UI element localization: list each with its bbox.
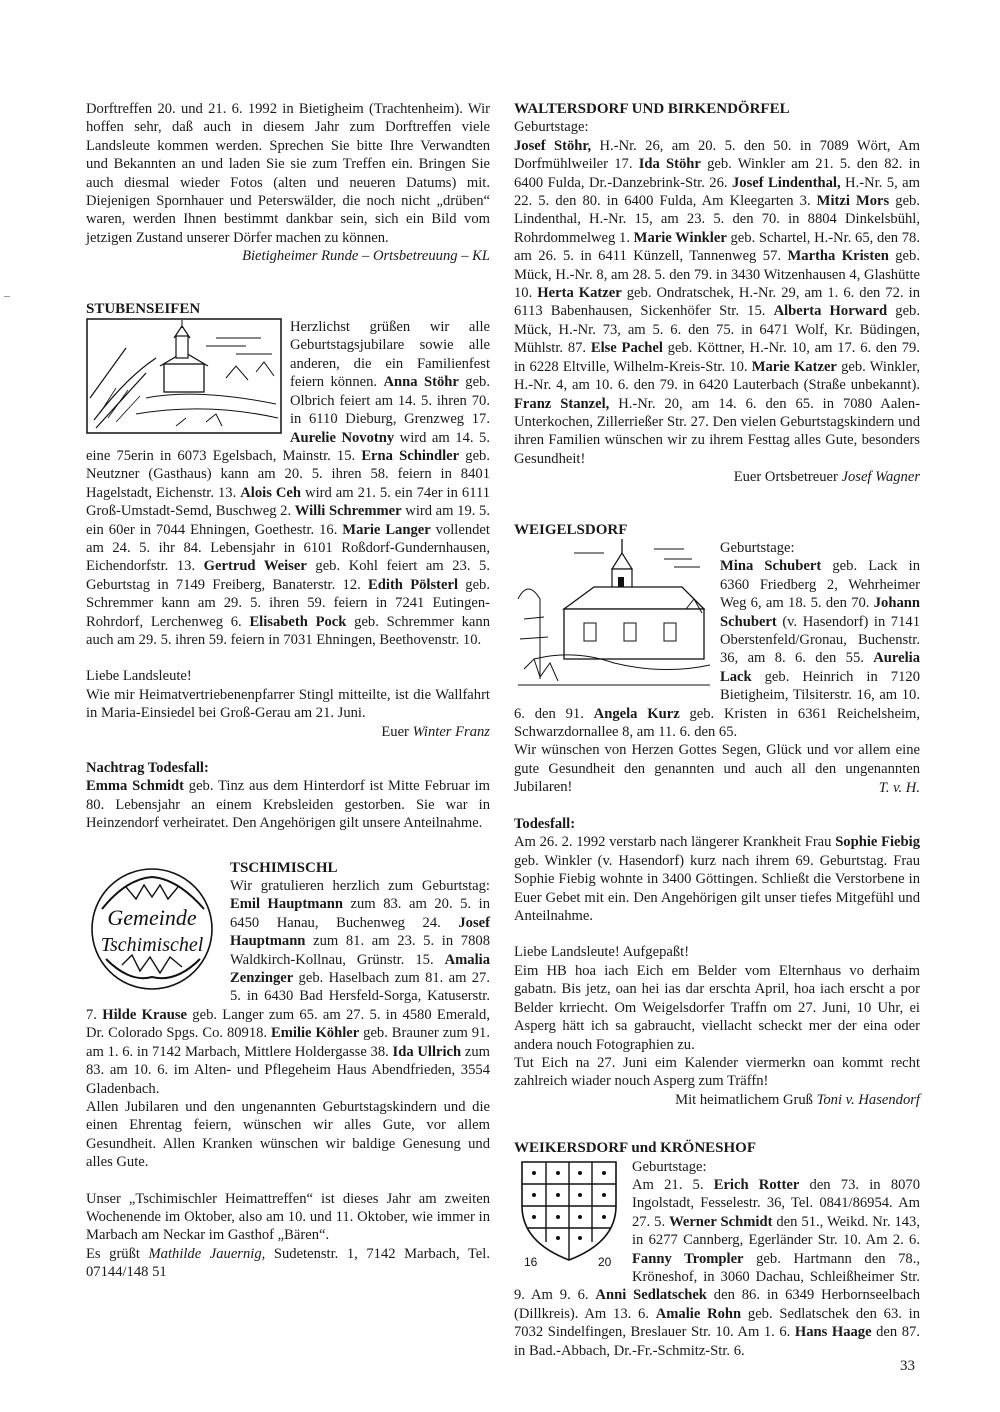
aufgepasst-greeting: Liebe Landsleute! Aufgepaßt! <box>514 944 690 961</box>
wallfahrt-text: Wie mir Heimatvertriebenenpfarrer Stingl mitteilte, ist die Wallfahrt in Maria-Einsiedel bei Groß-Gerau am 21. Juni. <box>86 686 490 722</box>
tschimischl-block: Gemeinde Tschimischel TSCHIMISCHL Wir gratulieren herzlich zum Geburtstag: Emil Hauptmann zum 83. am 20. 5. in 6450 Hanau, Buchenweg 24. Josef Hauptmann zum 81. am 23. 5. in 7808 Waldkirch-Kollnau, Grünstr. 15. Amalia Zenzinger geb. Haselbach zum 81. am 27. 5. in 6430 Bad Hersfeld-Sorga, Katuserstr. 7. Hilde Krause geb. Langer zum 65. am 27. 5. in 4580 Emerald, Dr. Colorado Spgs. Co. 80918. Emilie Köhler geb. Brauner zum 91. am 1. 6. in 7142 Marbach, Mittlere Holdergasse 38. Ida Ullrich zum 83. am 10. 6. im Alten- und Pflegeheim Haus Abendfrieden, 3554 Gladenbach. <box>86 859 491 1097</box>
tschimischl-closing: Es grüßt Mathilde Jauernig, Sudetenstr. 1, 7142 Marbach, Tel. 07144/148 51 <box>86 1245 490 1281</box>
weigelsdorf-block: Geburtstage: Mina Schubert geb. Lack in 6360 Friedberg 2, Wehrheimer Weg 6, am 18. 5. den 70. Johann Schubert (v. Hasendorf) in 7141 Oberstenfeld/Gronau, Buchenstr. 36, am 8. 6. den 55. Aurelia Lack geb. Heinrich in 7120 Bietigheim, Tilsiterstr. 16, am 10. 6. den 91. Angela Kurz geb. Kristen in 6361 Reichelsheim, Schwarzdornallee 8, am 11. 6. den 65. <box>514 539 920 740</box>
wallfahrt-greeting: Liebe Landsleute! <box>86 668 192 685</box>
page-number: 33 <box>900 1358 915 1374</box>
bietigheim-paragraph: Dorftreffen 20. und 21. 6. 1992 in Bietigheim (Trachtenheim). Wir hoffen sehr, daß auch in diesem Jahr zum Dorftreffen viele Landsleute kommen werden. Sprechen Sie bitte Ihre Verwandten und Bekannten an und laden Sie sie zum Treffen ein. Bringen Sie auch diesmal wieder Fotos (alten und neueren Datums) mit. Diejenigen Spornhauer und Peterswälder, die noch nicht „drüben“ waren, werden Ihnen bestimmt dankbar sein, sich ein Bild vom jetzigen Zustand unserer Dörfer machen zu können. <box>86 101 490 246</box>
nachtrag-heading: Nachtrag Todesfall: <box>86 760 209 776</box>
svg-text:20: 20 <box>598 1254 612 1269</box>
svg-text:16: 16 <box>524 1254 538 1269</box>
left-column <box>86 100 490 1282</box>
weigelsdorf-church-drawing <box>514 539 712 687</box>
waltersdorf-text: Josef Stöhr, H.-Nr. 26, am 20. 5. den 50. in 7089 Wört, Am Dorfmühlweiler 17. Ida Stöhr geb. Winkler am 21. 5. den 82. in 6400 Fulda, Dr.-Danzebrink-Str. 26. Josef Lindenthal, H.-Nr. 5, am 22. 5. den 80. in 6400 Fulda, Am Kleegarten 3. Mitzi Mors geb. Lindenthal, H.-Nr. 15, am 23. 5. den 70. in 8804 Dinkelsbühl, Rohrdommelweg 1. Marie Winkler geb. Schartel, H.-Nr. 65, den 78. am 26. 5. in 6411 Künzell, Tannenweg 57. Martha Kristen geb. Mück, H.-Nr. 8, am 28. 5. den 79. in 3430 Witzenhausen 4, Glashütte 10. Herta Katzer geb. Ondratschek, H.-Nr. 29, am 1. 6. den 72. in 6113 Babenhausen, Sickenhöfer Str. 15. Alberta Horward geb. Mück, H.-Nr. 73, am 5. 6. den 75. in 6471 Wolf, Kr. Büdingen, Mühlstr. 87. Else Pachel geb. Köttner, H.-Nr. 10, am 17. 6. den 79. in 6228 Eltville, Wilhelm-Kreis-Str. 10. Marie Katzer geb. Winkler, H.-Nr. 4, am 10. 6. den 79. in 6420 Lauterbach (Straße unbekannt). Franz Stanzel, H.-Nr. 20, am 14. 6. den 65. in 7080 Aalen-Unterkochen, Zillerrießer Str. 27. Den vielen Geburtstagskindern und ihren Familien wünschen wir zu ihrem Festtag alles Gute, besonders Gesundheit! <box>514 137 921 467</box>
margin-mark <box>4 296 10 297</box>
waltersdorf-label: Geburtstage: <box>514 119 589 136</box>
todesfall-text: Am 26. 2. 1992 verstarb nach längerer Krankheit Frau Sophie Fiebig geb. Winkler (v. Hasendorf) kurz nach ihrem 69. Geburtstag. Frau Sophie Fiebig wohnte in 3400 Göttingen. Schließt die Verstorbene in Euer Gebet mit ein. Den Angehörigen gilt unser tiefes Mitgefühl und Anteilnahme. <box>514 834 920 925</box>
weigelsdorf-label: Geburtstage: <box>720 539 795 556</box>
aufgepasst-signature: Mit heimatlichem Gruß Toni v. Hasendorf <box>675 1091 920 1108</box>
name-anna-stoehr: Anna Stöhr <box>383 374 459 391</box>
weikersdorf-crest <box>514 1158 624 1270</box>
waltersdorf-heading: WALTERSDORF UND BIRKENDÖRFEL <box>514 101 790 117</box>
todesfall-heading: Todesfall: <box>514 816 576 833</box>
svg-text:Gemeinde: Gemeinde <box>107 904 197 930</box>
wallfahrt-signature: Euer Winter Franz <box>381 723 490 740</box>
tschimischl-meeting: Unser „Tschimischler Heimattreffen“ ist dieses Jahr am zweiten Wochenende im Oktober, also am 10. und 11. Oktober, wie immer in Marbach am Neckar im Gasthof „Bären“. <box>86 1190 490 1244</box>
weigelsdorf-signature: T. v. H. <box>878 779 920 796</box>
right-column <box>514 100 920 1360</box>
weikersdorf-label: Geburtstage: <box>632 1158 707 1175</box>
aufgepasst-text: Eim HB hoa iach Eich em Belder vom Elternhaus vo derhaim gabatn. Bis jetz, oan hei ias dar erschta April, hoa iach erscht a por Belder krriecht. Om Weigelsdorfer Traffn om 27. Juni, 10 Uhr, ei Asperg hätt ich sa gabraucht, viellacht scheckt mer der eina oder andera nouch Fotographien zu. <box>514 962 920 1053</box>
tschimischl-wishes: Allen Jubilaren und den ungenannten Geburtstagskindern und die einen Ehrentag feiern, wünschen wir alles Gute, vor allem Gesundheit. Allen Kranken wünschen wir baldige Genesung und alles Gute. <box>86 1098 490 1171</box>
stubenseifen-church-drawing <box>86 318 282 434</box>
stubenseifen-heading: STUBENSEIFEN <box>86 300 201 317</box>
stubenseifen-block: Herzlichst grüßen wir alle Geburtstagsjubilare sowie alle anderen, die ein Familienfest feiern können. Anna Stöhr geb. Olbrich feiert am 14. 5. ihren 70. in 6110 Dieburg, Grenzweg 17. Aurelie Novotny wird am 14. 5. eine 75erin in 6073 Egelsbach, Mainstr. 15. Erna Schindler geb. Neutzner (Gasthaus) kann am 20. 5. ihren 58. feiern in 8401 Hagelstadt, Eichenstr. 13. Alois Ceh wird am 21. 5. ein 74er in 6111 Groß-Umstadt-Semd, Buschweg 2. Willi Schremmer wird am 19. 5. ein 60er in 7044 Ehningen, Goethestr. 16. Marie Langer vollendet am 24. 5. ihr 84. Lebensjahr in 6101 Roßdorf-Gundernhausen, Eichendorfstr. 13. Gertrud Weiser geb. Kohl feiert am 23. 5. Geburtstag in 7149 Freiberg, Banaterstr. 12. Edith Pölsterl geb. Schremmer kann am 29. 5. ihren 59. feiern in 7241 Eutingen-Rohrdorf, Lerchenweg 6. Elisabeth Pock geb. Schremmer kann auch am 29. 5. ihren 59. feiern in 7031 Ehningen, Beethovenstr. 10. <box>86 319 491 648</box>
nachtrag-text: Emma Schmidt geb. Tinz aus dem Hinterdorf ist Mitte Februar im 80. Lebensjahr an einem Krebsleiden gestorben. Sie war in Heinzendorf verheiratet. Den Angehörigen gilt unsere Anteilnahme. <box>86 778 490 832</box>
weikersdorf-block: 16 20 Geburtstage: Am 21. 5. Erich Rotter den 73. in 8070 Ingolstadt, Fesselestr. 36, Tel. 0841/86954. Am 27. 5. Werner Schmidt den 51., Weikd. Nr. 143, in 6277 Cannberg, Egerländer Str. 10. Am 2. 6. Fanny Trompler geb. Hartmann den 78., Kröneshof, in 3060 Dachau, Schleißheimer Str. 9. Am 9. 6. Anni Sedlatschek den 86. in 6349 Herbornseelbach (Dillkreis). Am 13. 6. Amalie Rohn geb. Sedlatschek den 63. in 7032 Sindelfingen, Breslauer Str. 10. Am 1. 6. Hans Haage den 87. in Bad.-Abbach, Dr.-Fr.-Schmitz-Str. 6. <box>514 1158 921 1359</box>
svg-text:Tschimischel: Tschimischel <box>100 933 204 956</box>
aufgepasst-text-2: Tut Eich na 27. Juni eim Kalender viermerkn oan kommt recht zahlreich wiader nouch Asperg zum Träffn! <box>514 1054 920 1090</box>
waltersdorf-signature: Euer Ortsbetreuer Josef Wagner <box>733 469 920 486</box>
weikersdorf-heading: WEIKERSDORF und KRÖNESHOF <box>514 1140 756 1157</box>
weigelsdorf-wish: Wir wünschen von Herzen Gottes Segen, Glück und vor allem eine gute Gesundheit den genannten und auch all den ungenannten Jubilaren! <box>514 742 920 796</box>
weigelsdorf-heading: WEIGELSDORF <box>514 521 628 538</box>
tschimischl-heading: TSCHIMISCHL <box>230 859 338 876</box>
bietigheim-signature: Bietigheimer Runde – Ortsbetreuung – KL <box>242 248 490 265</box>
tschimischl-seal <box>86 859 230 999</box>
